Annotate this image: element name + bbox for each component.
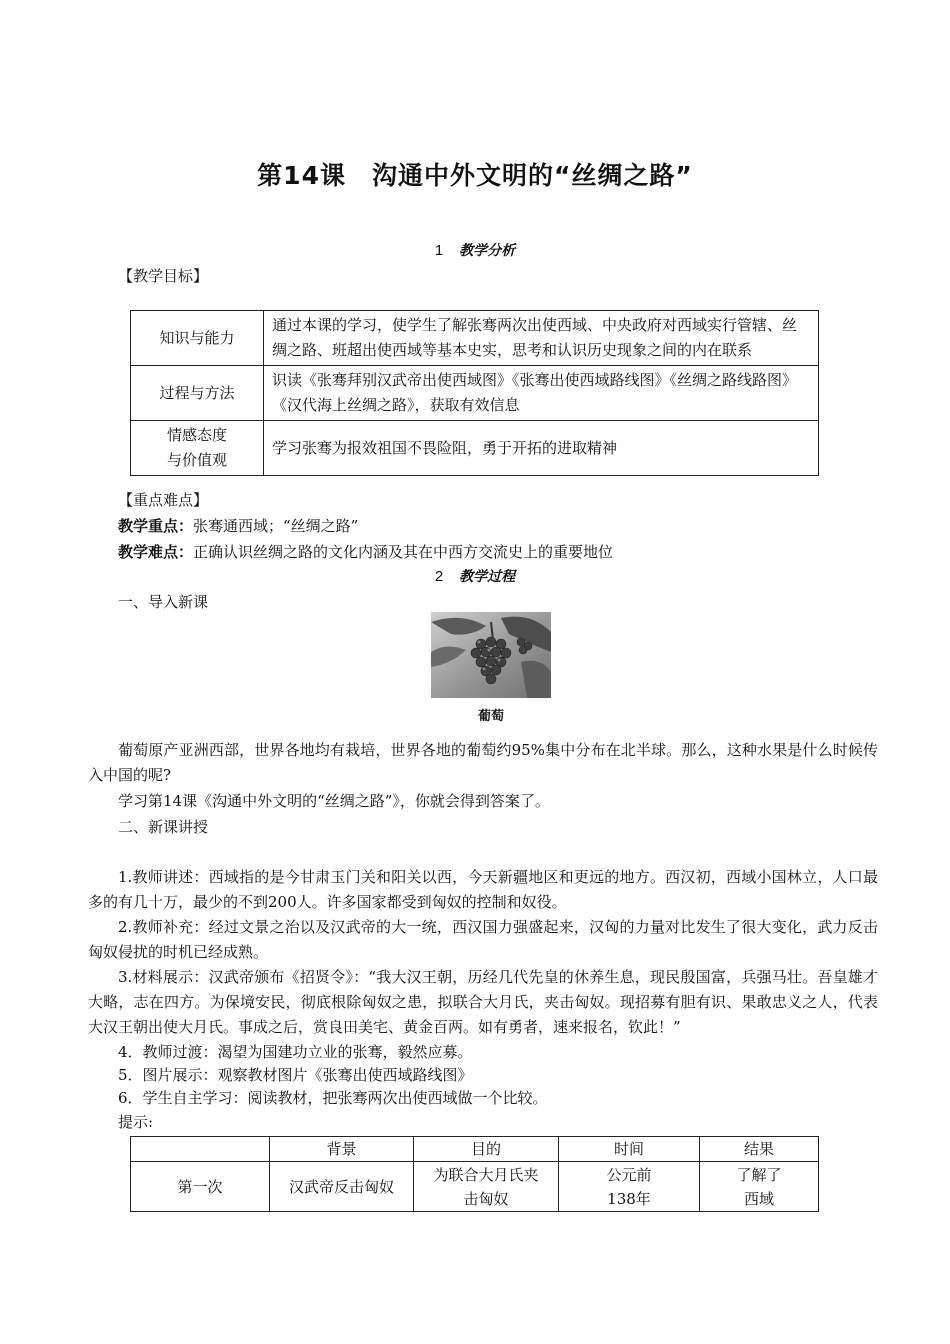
section-label: 教学分析 <box>459 243 516 259</box>
difficulty-text: 正确认识丝绸之路的文化内涵及其在中西方交流史上的重要地位 <box>193 543 614 561</box>
section-number: 2 <box>434 568 444 585</box>
table-row <box>131 366 819 421</box>
section-heading-process <box>0 566 950 586</box>
difficulty-label: 教学难点： <box>118 543 194 561</box>
comparison-table <box>130 1136 819 1212</box>
goal-label <box>131 421 264 476</box>
table-header-cell: 目的 <box>414 1137 559 1162</box>
goal-label: 知识与能力 <box>131 311 264 366</box>
goal-text: 学习张骞为报效祖国不畏险阻，勇于开拓的进取精神 <box>264 421 819 476</box>
cell-line: 公元前 <box>606 1165 652 1184</box>
key-point-label: 教学重点： <box>118 517 194 535</box>
goal-text: 通过本课的学习，使学生了解张骞两次出使西域、中央政府对西域实行管辖、丝绸之路、班超出使西域等基本史实，思考和认识历史现象之间的内在联系 <box>264 311 819 366</box>
teaching-goals-table <box>130 310 819 476</box>
cell-line: 138年 <box>607 1189 651 1208</box>
goal-label-line: 与价值观 <box>166 451 227 469</box>
cell-line: 击匈奴 <box>463 1189 509 1208</box>
table-row <box>131 311 819 366</box>
goals-heading: 【教学目标】 <box>118 267 209 285</box>
grapes-image <box>431 612 551 698</box>
table-row <box>131 1162 819 1212</box>
table-cell <box>700 1162 819 1212</box>
step-paragraph: 2.教师补充：经过文景之治以及汉武帝的大一统，西汉国力强盛起来，汉匈的力量对比发生了很大变化，武力反击匈奴侵扰的时机已经成熟。 <box>88 918 878 961</box>
intro-paragraph: 学习第14课《沟通中外文明的“丝绸之路”》，你就会得到答案了。 <box>118 792 550 810</box>
section-number: 1 <box>434 242 444 259</box>
goal-label: 过程与方法 <box>131 366 264 421</box>
key-point <box>118 514 358 538</box>
image-caption: 葡萄 <box>477 709 504 724</box>
difficulty-point <box>118 540 613 564</box>
row-label: 第一次 <box>131 1162 270 1212</box>
goal-text: 识读《张骞拜别汉武帝出使西域图》《张骞出使西域路线图》《丝绸之路线路图》《汉代海上丝绸之路》，获取有效信息 <box>264 366 819 421</box>
hint-label: 提示: <box>118 1113 154 1131</box>
table-header-cell: 时间 <box>559 1137 700 1162</box>
part2-heading: 二、新课讲授 <box>118 818 209 836</box>
part1-heading: 一、导入新课 <box>118 593 209 611</box>
table-header-cell: 背景 <box>270 1137 414 1162</box>
table-header-cell <box>131 1137 270 1162</box>
table-header-row <box>131 1137 819 1162</box>
key-point-text: 张骞通西域；“丝绸之路” <box>193 517 359 535</box>
cell-line: 了解了 <box>736 1165 782 1184</box>
grapes-icon <box>431 612 551 698</box>
table-cell: 汉武帝反击匈奴 <box>270 1162 414 1212</box>
step-paragraph: 5．图片展示：观察教材图片《张骞出使西域路线图》 <box>118 1066 473 1084</box>
goal-label-line: 情感态度 <box>166 426 227 444</box>
key-heading: 【重点难点】 <box>118 491 209 509</box>
step-paragraph: 6．学生自主学习：阅读教材，把张骞两次出使西域做一个比较。 <box>118 1089 548 1107</box>
section-label: 教学过程 <box>459 569 516 585</box>
step-paragraph: 4．教师过渡：渴望为国建功立业的张骞，毅然应募。 <box>118 1043 473 1061</box>
table-row <box>131 421 819 476</box>
table-header-cell: 结果 <box>700 1137 819 1162</box>
cell-line: 为联合大月氏夹 <box>433 1165 539 1184</box>
step-paragraph: 1.教师讲述：西域指的是今甘肃玉门关和阳关以西，今天新疆地区和更远的地方。西汉初，西域小国林立，人口最多的有几十万，最少的不到200人。许多国家都受到匈奴的控制和奴役。 <box>88 868 878 911</box>
cell-line: 西域 <box>743 1189 774 1208</box>
section-heading-analysis <box>0 240 950 260</box>
intro-paragraph: 葡萄原产亚洲西部，世界各地均有栽培，世界各地的葡萄约95%集中分布在北半球。那么，这种水果是什么时候传入中国的呢? <box>88 741 878 784</box>
table-cell <box>414 1162 559 1212</box>
page-title: 第14课 沟通中外文明的“丝绸之路” <box>257 161 693 190</box>
step-paragraph: 3.材料展示：汉武帝颁布《招贤令》：“我大汉王朝，历经几代先皇的休养生息，现民殷国富，兵强马壮。吾皇雄才大略，志在四方。为保境安民，彻底根除匈奴之患，拟联合大月氏，夹击匈奴。现招募有胆有识、果敢忠义之人，代表大汉王朝出使大月氏。事成之后，赏良田美宅、黄金百两。如有勇者，速来报名，钦此！” <box>88 968 878 1036</box>
table-cell <box>559 1162 700 1212</box>
